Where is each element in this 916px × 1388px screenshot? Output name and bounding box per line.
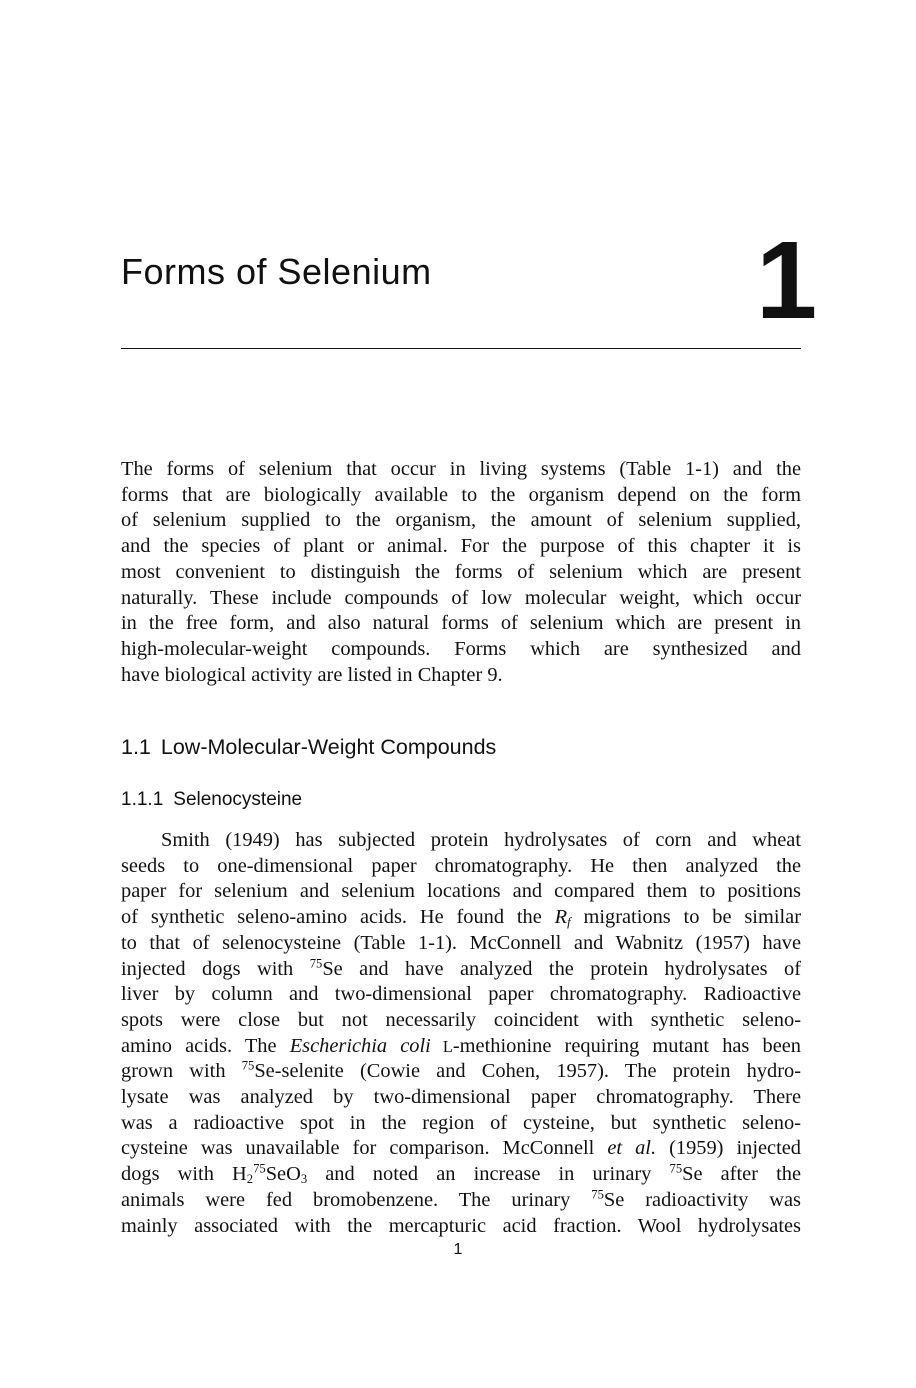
paragraph-line [121,1034,801,1060]
text-span: and noted an increase in urinary [307,1163,670,1186]
text-span: Se after the [682,1163,802,1186]
paragraph-line: lysate was analyzed by two-dimensional paper chromatography. There [121,1086,801,1109]
paragraph-line: to that of selenocysteine (Table 1-1). McConnell and Wabnitz (1957) have [121,931,801,954]
small-caps-l: L [430,1036,453,1056]
formula-subscript: 2 [246,1172,254,1187]
chapter-divider [121,348,801,349]
paragraph-line: Smith (1949) has subjected protein hydrolysates of corn and wheat [161,829,801,851]
selenocysteine-paragraph [121,828,801,1239]
chapter-number: 1 [756,219,818,342]
intro-line: and the species of plant or animal. For the purpose of this chapter it is [121,535,801,558]
intro-line: have biological activity are listed in Chapter 9. [121,663,503,686]
paragraph-line [121,1136,801,1162]
text-span: Se radioactivity was [603,1188,801,1211]
isotope-superscript: 75 [241,1058,255,1073]
intro-line: most convenient to distinguish the forms of selenium which are present [121,560,801,583]
section-title: Low-Molecular-Weight Compounds [160,735,497,759]
section-heading [121,733,496,761]
rf-symbol [555,906,571,928]
paragraph-line [121,905,801,931]
paragraph-line: was a radioactive spot in the region of cysteine, but synthetic seleno- [121,1111,801,1134]
chapter-title: Forms of Selenium [121,251,432,292]
text-span: SeO [265,1163,301,1186]
paragraph-line: paper for selenium and selenium locations and compared them to positions [121,880,801,903]
formula-subscript: 3 [300,1172,308,1187]
section-number: 1.1 [121,735,151,759]
page-number: 1 [453,1241,463,1258]
isotope-superscript: 75 [309,955,323,970]
paragraph-line [121,1188,801,1214]
paragraph-line [121,1059,801,1085]
paragraph-line: mainly associated with the mercapturic acid fraction. Wool hydrolysates [121,1214,801,1237]
text-span: Se and have analyzed the protein hydrolysates of [322,957,801,980]
isotope-superscript: 75 [669,1161,683,1176]
text-span: -methionine requiring mutant has been [452,1034,801,1057]
isotope-superscript: 75 [591,1187,604,1202]
text-span: of synthetic seleno-amino acids. He found the [121,906,555,929]
intro-paragraph [121,457,801,688]
intro-line: of selenium supplied to the organism, the amount of selenium supplied, [121,509,801,532]
rf-r: R [554,906,568,929]
paragraph-line [121,1162,801,1188]
intro-line: in the free form, and also natural forms of selenium which are present in [121,612,801,635]
paragraph-line: seeds to one-dimensional paper chromatography. He then analyzed the [121,854,801,877]
italic-et-al: et al. [607,1137,657,1160]
subsection-title: Selenocysteine [173,789,303,810]
text-span: migrations to be similar [570,906,801,929]
subsection-number: 1.1.1 [121,789,164,810]
intro-line: naturally. These include compounds of low molecular weight, which occur [121,586,801,609]
paragraph-line: spots were close but not necessarily coincident with synthetic seleno- [121,1008,801,1031]
isotope-superscript: 75 [253,1161,266,1176]
text-span: dogs with H [121,1163,247,1186]
text-span: cysteine was unavailable for comparison. McConnell [121,1137,608,1160]
text-span: injected dogs with [121,957,310,980]
text-span: Se-selenite (Cowie and Cohen, 1957). The protein hydro- [254,1060,801,1083]
text-span: animals were fed bromobenzene. The urinary [121,1188,592,1211]
text-span: amino acids. The [121,1034,290,1057]
species-name: Escherichia coli [289,1034,431,1057]
text-span: grown with [121,1060,242,1083]
rf-subscript: f [567,915,571,930]
paragraph-line: liver by column and two-dimensional paper chromatography. Radioactive [121,983,801,1006]
subsection-heading [121,787,302,812]
paragraph-line [121,957,801,983]
text-span: (1959) injected [656,1137,801,1160]
intro-line: The forms of selenium that occur in living systems (Table 1-1) and the [121,458,801,480]
intro-line: forms that are biologically available to the organism depend on the form [121,483,801,506]
intro-line: high-molecular-weight compounds. Forms which are synthesized and [121,637,801,660]
